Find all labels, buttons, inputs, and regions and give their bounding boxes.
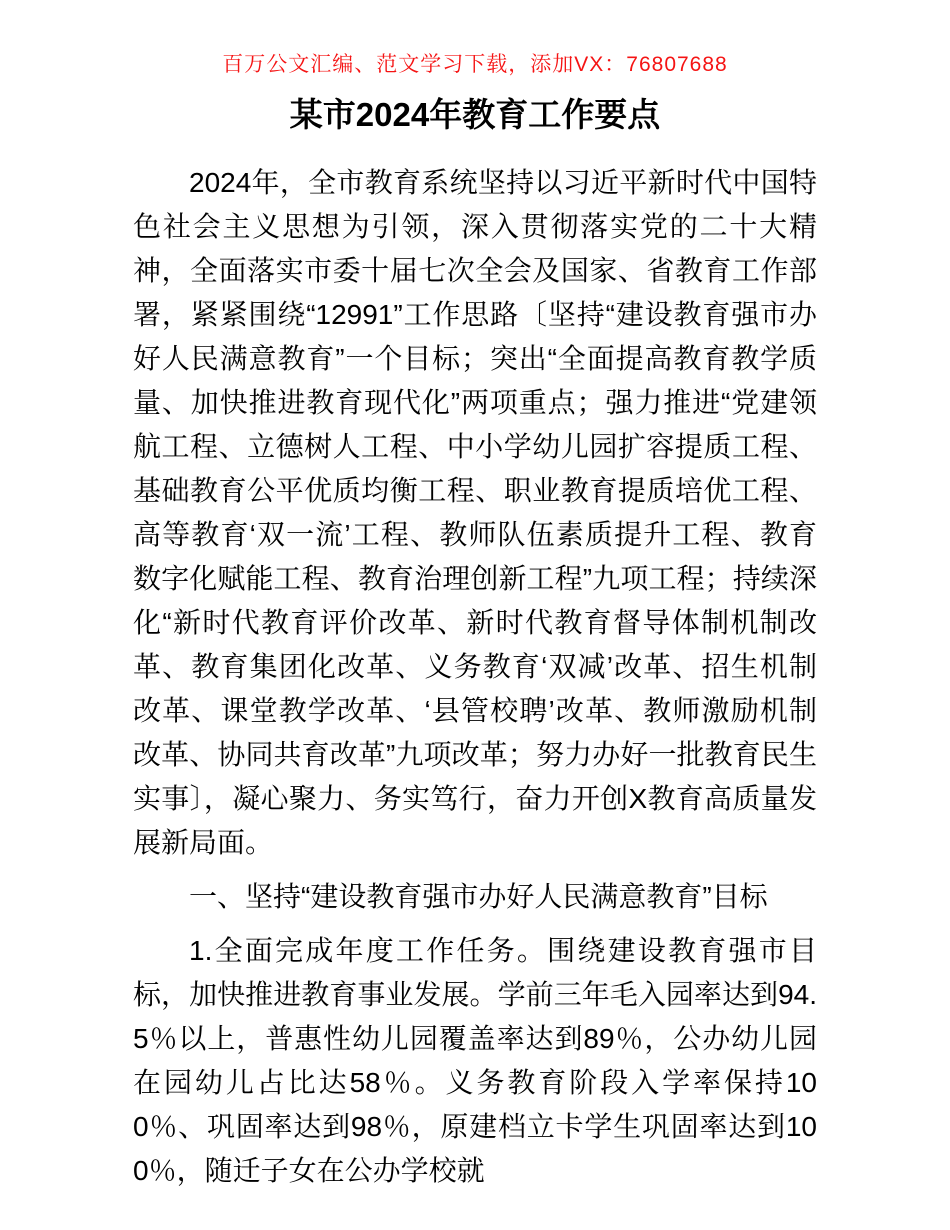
paragraph-annual-tasks: 1.全面完成年度工作任务。围绕建设教育强市目标，加快推进教育事业发展。学前三年毛入园率达到94.5％以上，普惠性幼儿园覆盖率达到89％，公办幼儿园在园幼儿占比达58％。义务教育阶段入学率保持100％、巩固率达到98％，原建档立卡学生巩固率达到100％，随迁子女在公办学校就 (133, 935, 817, 1186)
paragraph-intro: 2024年，全市教育系统坚持以习近平新时代中国特色社会主义思想为引领，深入贯彻落实党的二十大精神，全面落实市委十届七次全会及国家、省教育工作部署，紧紧围绕“12991”工作思路〔坚持“建设教育强市办好人民满意教育”一个目标；突出“全面提高教育教学质量、加快推进教育现代化”两项重点；强力推进“党建领航工程、立德树人工程、中小学幼儿园扩容提质工程、基础教育公平优质均衡工程、职业教育提质培优工程、高等教育‘双一流’工程、教师队伍素质提升工程、教育数字化赋能工程、教育治理创新工程”九项工程；持续深化“新时代教育评价改革、新时代教育督导体制机制改革、教育集团化改革、义务教育‘双减’改革、招生机制改革、课堂教学改革、‘县管校聘’改革、教师激励机制改革、协同共育改革”九项改革；努力办好一批教育民生实事〕，凝心聚力、务实笃行，奋力开创X教育高质量发展新局面。 (133, 167, 817, 858)
document-body (133, 135, 817, 1193)
section-heading-one: 一、坚持“建设教育强市办好人民满意教育”目标 (189, 881, 768, 912)
document-title: 某市2024年教育工作要点 (289, 96, 661, 133)
header-notice: 百万公文汇编、范文学习下载，添加VX：76807688 (222, 53, 728, 76)
